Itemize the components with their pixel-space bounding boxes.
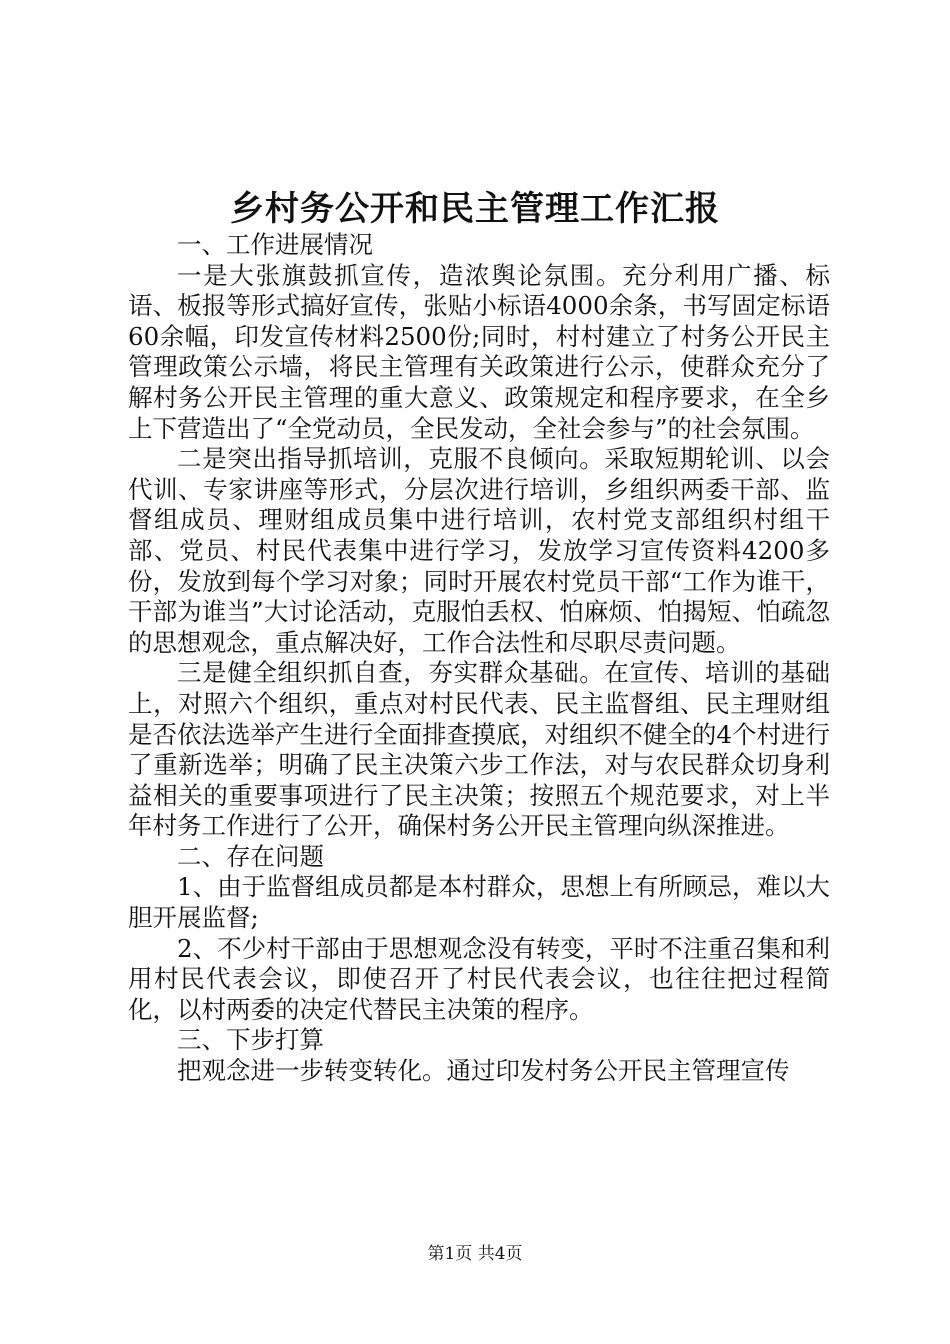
paragraph-publicity: 一是大张旗鼓抓宣传，造浓舆论氛围。充分利用广播、标语、板报等形式搞好宣传，张贴小标语4000余条，书写固定标语60余幅，印发宣传材料2500份;同时，村村建立了村务公开民主管理政策公示墙，将民主管理有关政策进行公示，使群众充分了解村务公开民主管理的重大意义、政策规定和程序要求，在全乡上下营造出了“全党动员，全民发动，全社会参与”的社会氛围。 [128, 260, 830, 443]
document-body [128, 230, 830, 1087]
page-number-footer: 第1页 共4页 [427, 1244, 523, 1264]
document-title: 乡村务公开和民主管理工作汇报 [230, 189, 720, 229]
paragraph-problem-1: 1、由于监督组成员都是本村群众，思想上有所顾忌，难以大胆开展监督; [128, 872, 830, 933]
paragraph-self-inspection: 三是健全组织抓自查，夯实群众基础。在宣传、培训的基础上，对照六个组织，重点对村民代表、民主监督组、民主理财组是否依法选举产生进行全面排查摸底，对组织不健全的4个村进行了重新选举；明确了民主决策六步工作法，对与农民群众切身利益相关的重要事项进行了民主决策；按照五个规范要求，对上半年村务工作进行了公开，确保村务公开民主管理向纵深推进。 [128, 658, 830, 841]
paragraph-problem-2: 2、不少村干部由于思想观念没有转变，平时不注重召集和利用村民代表会议，即使召开了村民代表会议，也往往把过程简化，以村两委的决定代替民主决策的程序。 [128, 933, 830, 1024]
paragraph-next-step-1: 把观念进一步转变转化。通过印发村务公开民主管理宣传 [177, 1056, 790, 1086]
section-heading-progress: 一、工作进展情况 [177, 230, 373, 259]
section-heading-problems: 二、存在问题 [177, 841, 324, 871]
paragraph-training: 二是突出指导抓培训，克服不良倾向。采取短期轮训、以会代训、专家讲座等形式，分层次进行培训，乡组织两委干部、监督组成员、理财组成员集中进行培训，农村党支部组织村组干部、党员、村民代表集中进行学习，发放学习宣传资料4200多份，发放到每个学习对象；同时开展农村党员干部“工作为谁干，干部为谁当”大讨论活动，克服怕丢权、怕麻烦、怕揭短、怕疏忽的思想观念，重点解决好，工作合法性和尽职尽责问题。 [128, 444, 830, 657]
section-heading-next-steps: 三、下步打算 [177, 1025, 324, 1055]
